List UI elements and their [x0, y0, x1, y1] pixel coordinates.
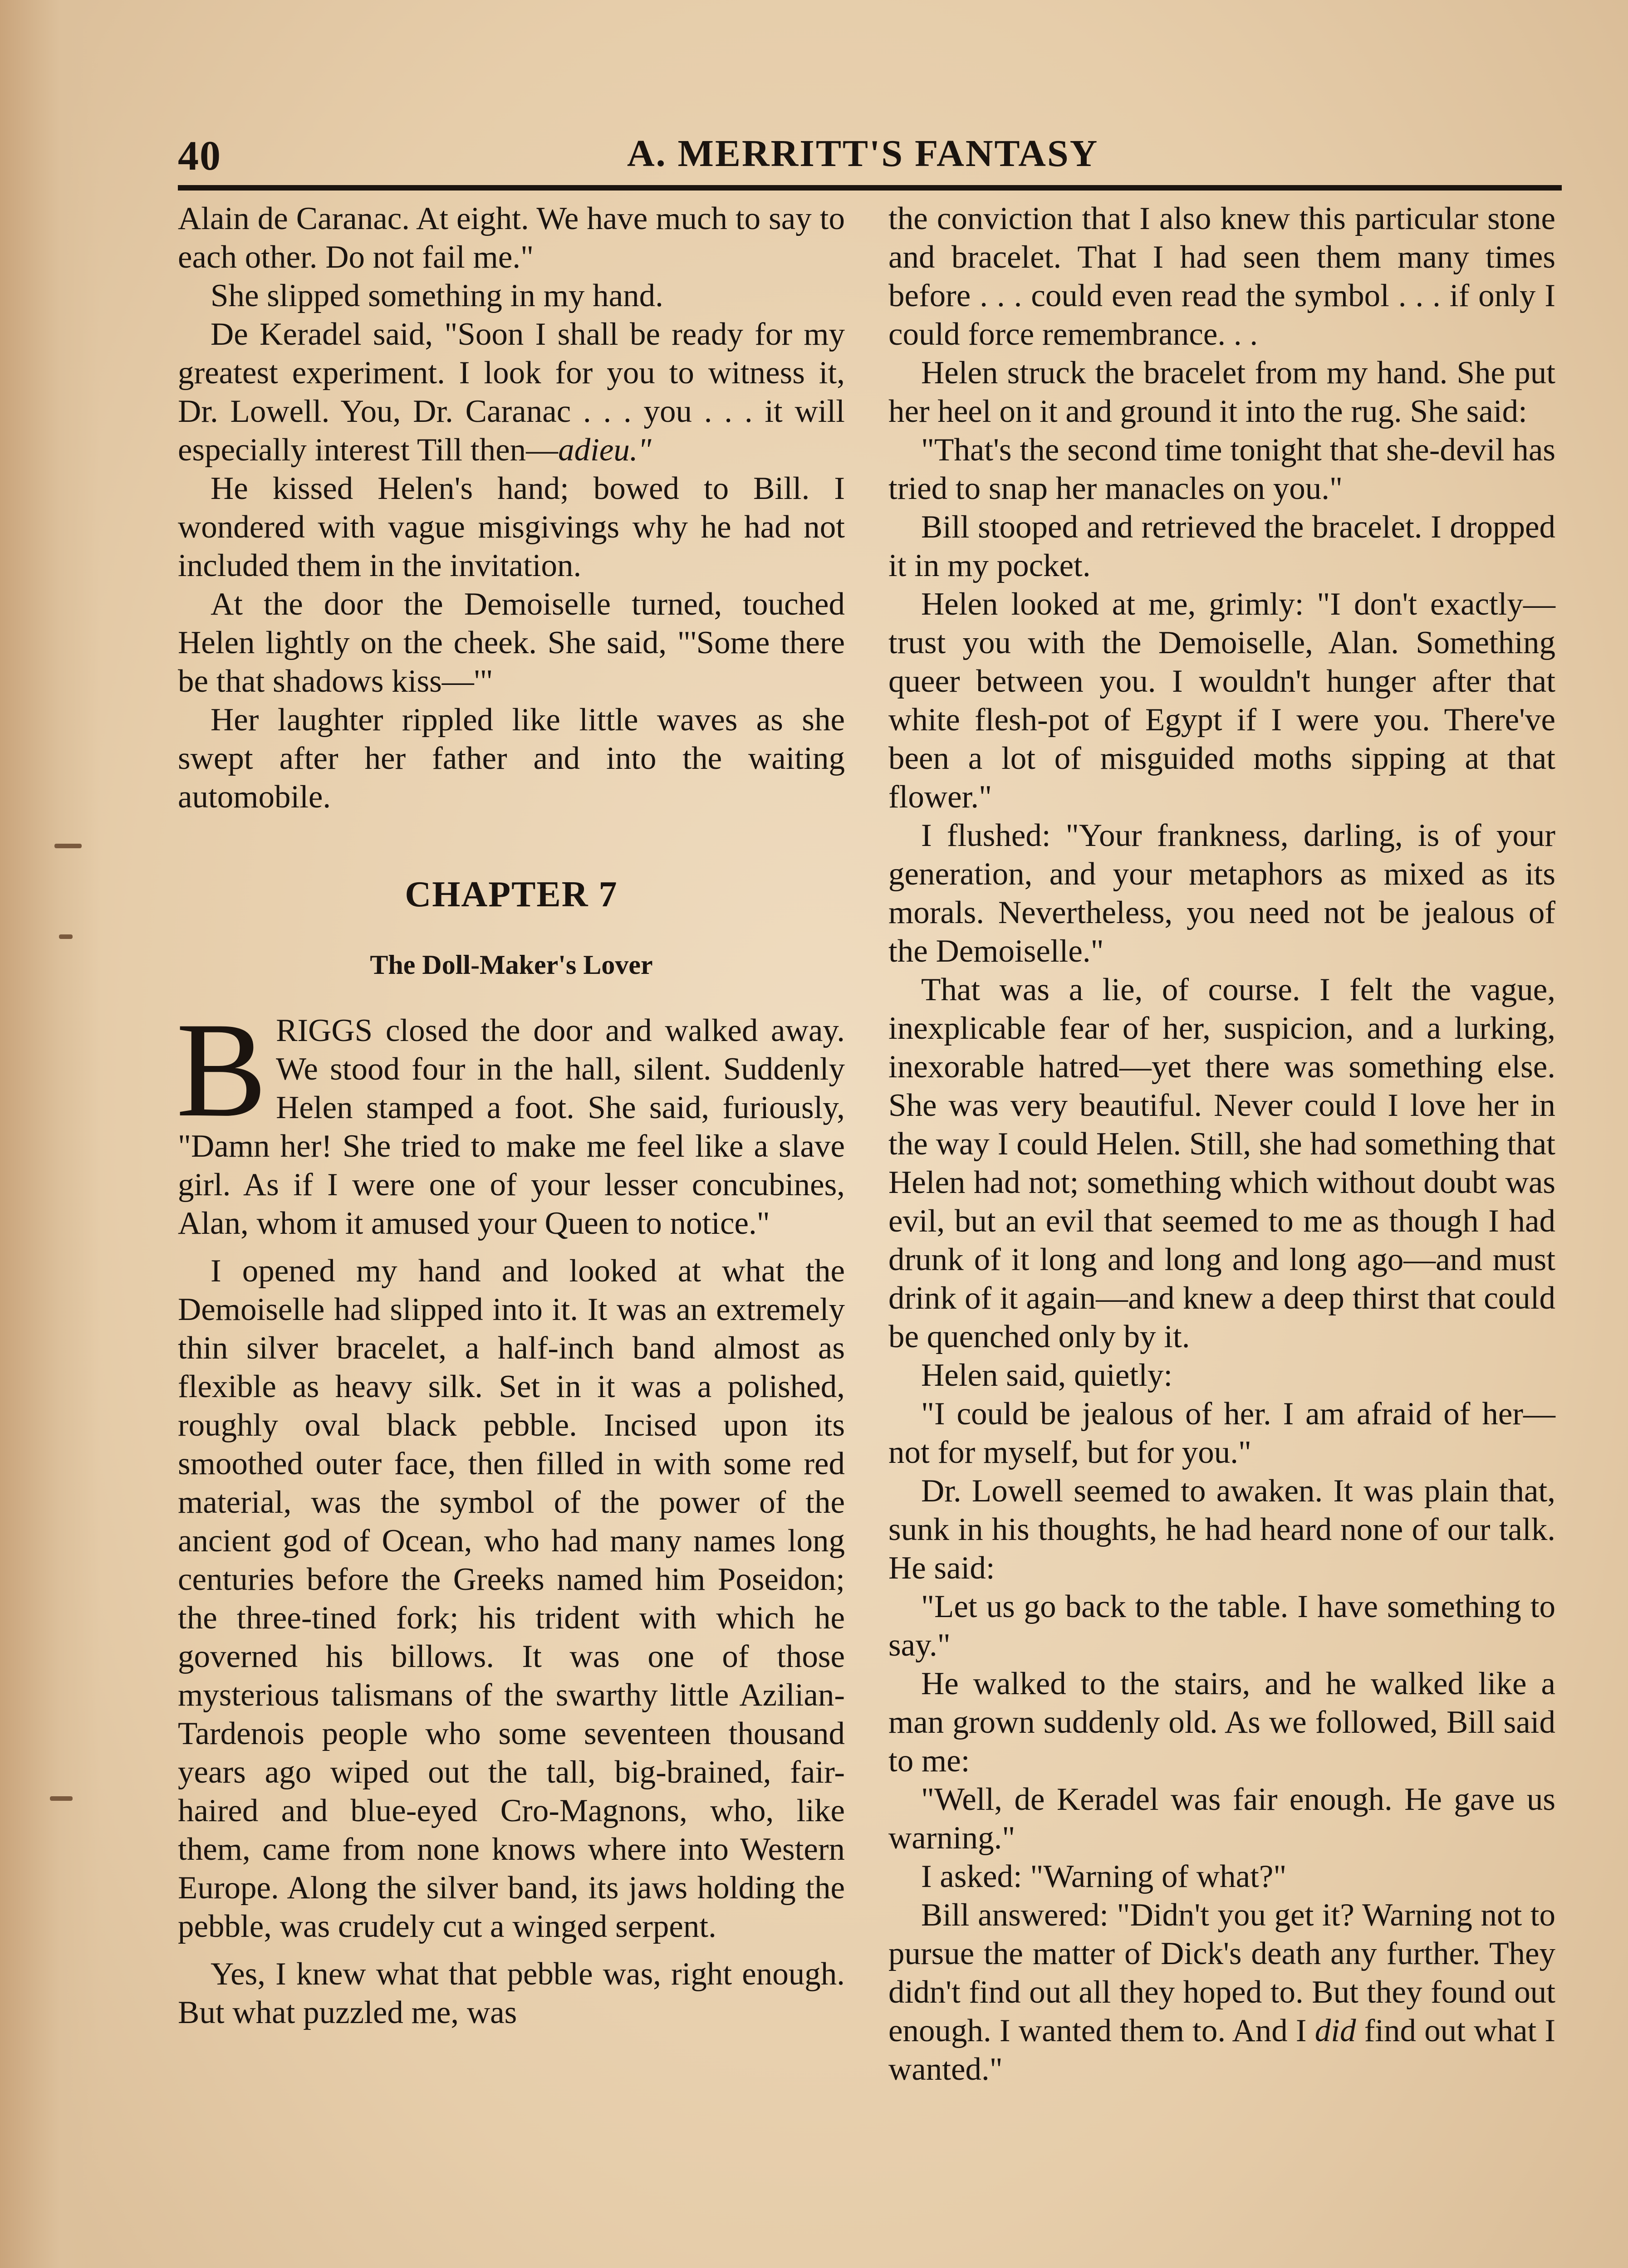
- paragraph-text: De Keradel said, "Soon I shall be ready for my greatest experiment. I look for you to witness it, Dr. Lowell. You, Dr. Caranac . . . you . . . it will especially interest Till then—: [178, 317, 845, 468]
- paragraph: Bill stooped and retrieved the bracelet. I dropped it in my pocket.: [888, 509, 1555, 583]
- chapter-subtitle: The Doll-Maker's Lover: [370, 950, 653, 980]
- paragraph: [888, 1896, 1555, 2089]
- paragraph-text: Bill answered: "Didn't you get it? Warning not to pursue the matter of Dick's death any further. They didn't find out all they hoped to. But they found out enough. I wanted them to. And I: [888, 1897, 1555, 2048]
- paragraph: Her laughter rippled like little waves as she swept after her father and into the waiting automobile.: [178, 702, 845, 815]
- left-column: [178, 200, 845, 2032]
- edge-mark: [50, 1796, 73, 1801]
- paragraph: I asked: "Warning of what?": [921, 1859, 1287, 1894]
- page-edge-shadow: [0, 0, 100, 2268]
- paragraph: the conviction that I also knew this particular stone and bracelet. That I had seen them many times before . . . could even read the symbol . . . if only I could force remembrance. . .: [888, 201, 1555, 352]
- right-column: [888, 200, 1555, 2089]
- chapter-heading: CHAPTER 7: [405, 875, 618, 914]
- paragraph: He walked to the stairs, and he walked like a man grown suddenly old. As we followed, Bill said to me:: [888, 1666, 1555, 1779]
- page-header: [178, 122, 1562, 195]
- header-rule: [178, 185, 1562, 191]
- edge-mark: [54, 844, 82, 848]
- paragraph: That was a lie, of course. I felt the vague, inexplicable fear of her, suspicion, and a lurking, inexorable hatred—yet there was something else. She was very beautiful. Never could I love her in the way I could Helen. Still, she had something that Helen had not; something which without doubt was evil, but an evil that seemed to me as though I had drunk of it long and long and long ago—and must drink of it again—and knew a deep thirst that could be quenched only by it.: [888, 972, 1555, 1354]
- paragraph: "I could be jealous of her. I am afraid of her—not for myself, but for you.": [888, 1396, 1555, 1470]
- paragraph: "Let us go back to the table. I have something to say.": [888, 1589, 1555, 1663]
- paragraph: Alain de Caranac. At eight. We have much to say to each other. Do not fail me.": [178, 201, 845, 275]
- paragraph: I opened my hand and looked at what the Demoiselle had slipped into it. It was an extremely thin silver bracelet, a half-inch band almost as flexible as heavy silk. Set in it was a polished, roughly oval black pebble. Incised upon its smoothed outer face, then filled in with some red material, was the symbol of the power of the ancient god of Ocean, who had many names long centuries before the Greeks named him Poseidon; the three-tined fork; his trident with which he governed his billows. It was one of those mysterious talismans of the swarthy little Azilian-Tardenois people who some seventeen thousand years ago wiped out the tall, big-brained, fair-haired and blue-eyed Cro-Magnons, who, like them, came from none knows where into Western Europe. Along the silver band, its jaws holding the pebble, was crudely cut a winged serpent.: [178, 1253, 845, 1944]
- paragraph-text: find out what I wanted.": [888, 2013, 1556, 2087]
- page-number: 40: [178, 132, 221, 179]
- edge-mark: [59, 934, 73, 939]
- italic-text: did: [1314, 2013, 1356, 2048]
- paragraph: Helen said, quietly:: [921, 1358, 1173, 1393]
- drop-cap: B: [176, 994, 267, 1145]
- chapter-opening-paragraph: [176, 994, 845, 1243]
- paragraph: "Well, de Keradel was fair enough. He gave us warning.": [888, 1782, 1555, 1856]
- paragraph-text: RIGGS closed the door and walked away. We stood four in the hall, silent. Suddenly Helen stamped a foot. She said, furiously, "Damn her! She tried to make me feel like a slave girl. As if I were one of your lesser concubines, Alan, whom it amused your Queen to notice.": [178, 1013, 845, 1241]
- paragraph: "That's the second time tonight that she-devil has tried to snap her manacles on you.": [888, 432, 1555, 506]
- paragraph: At the door the Demoiselle turned, touched Helen lightly on the cheek. She said, "'Some there be that shadows kiss—'": [178, 587, 845, 699]
- paragraph: Helen looked at me, grimly: "I don't exactly—trust you with the Demoiselle, Alan. Something queer between you. I wouldn't hunger after that white flesh-pot of Egypt if I were you. There've been a lot of misguided moths sipping at that flower.": [888, 587, 1555, 815]
- running-title: A. MERRITT'S FANTASY: [627, 132, 1099, 175]
- paragraph: He kissed Helen's hand; bowed to Bill. I wondered with vague misgivings why he had not included them in the invitation.: [178, 471, 845, 583]
- paragraph: Helen struck the bracelet from my hand. She put her heel on it and ground it into the rug. She said:: [888, 355, 1555, 429]
- paragraph: I flushed: "Your frankness, darling, is of your generation, and your metaphors as mixed as its morals. Nevertheless, you need not be jealous of the Demoiselle.": [888, 818, 1555, 969]
- paragraph: Dr. Lowell seemed to awaken. It was plain that, sunk in his thoughts, he had heard none of our talk. He said:: [888, 1473, 1555, 1586]
- italic-text: adieu.": [558, 432, 652, 468]
- paragraph: Yes, I knew what that pebble was, right enough. But what puzzled me, was: [178, 1956, 845, 2030]
- paragraph: [178, 315, 845, 469]
- paragraph: She slipped something in my hand.: [211, 278, 663, 313]
